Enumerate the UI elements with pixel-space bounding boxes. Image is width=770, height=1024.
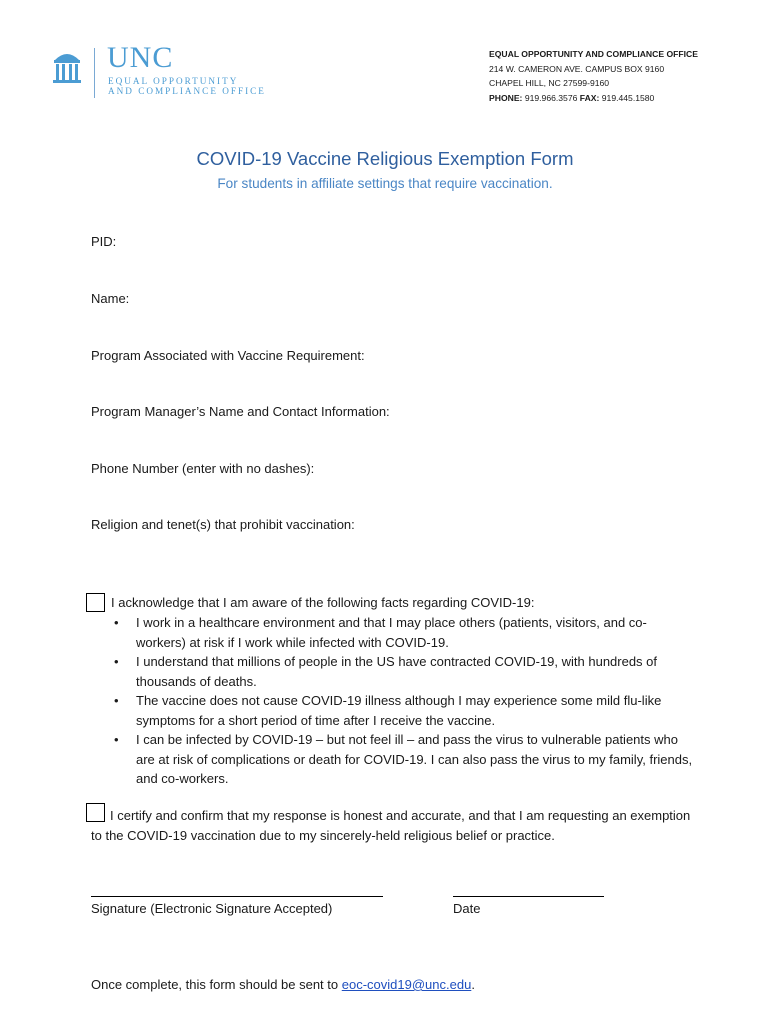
signature-label: Signature (Electronic Signature Accepted) xyxy=(91,901,333,916)
date-line[interactable] xyxy=(453,896,604,897)
email-link[interactable]: eoc-covid19@unc.edu xyxy=(341,977,472,992)
list-item: • I can be infected by COVID-19 – but not feel ill – and pass the virus to vulnerable patients who are at risk of complications or death for COVID-19. I can also pass the virus to my family, friends, and co-workers. xyxy=(136,730,696,789)
acknowledge-checkbox[interactable] xyxy=(86,593,105,612)
religion-field-label: Religion and tenet(s) that prohibit vaccination: xyxy=(91,517,355,532)
pid-field-label: PID: xyxy=(91,234,117,249)
office-address-line1: 214 W. CAMERON AVE. CAMPUS BOX 9160 xyxy=(489,63,665,74)
covid-facts-list xyxy=(136,613,696,789)
logo-divider xyxy=(94,48,95,98)
submission-instructions: Once complete, this form should be sent to eoc-covid19@unc.edu. xyxy=(91,977,475,992)
signature-line[interactable] xyxy=(91,896,383,897)
logo-wordmark: UNC xyxy=(107,41,174,74)
list-item: • I work in a healthcare environment and that I may place others (patients, visitors, and co-workers) at risk if I work while infected with COVID-19. xyxy=(136,613,696,652)
office-phone: 919.966.3576 xyxy=(524,92,578,103)
certify-label: I certify and confirm that my response is honest and accurate, and that I am requesting an exemption to the COVID-19 vaccination due to my sincerely-held religious belief or practice. xyxy=(91,808,691,843)
acknowledge-label: I acknowledge that I am aware of the following facts regarding COVID-19: xyxy=(111,595,535,610)
phone-field-label: Phone Number (enter with no dashes): xyxy=(91,461,315,476)
office-contact: PHONE: 919.966.3576 FAX: 919.445.1580 xyxy=(489,92,655,103)
form-subtitle: For students in affiliate settings that require vaccination. xyxy=(217,176,553,191)
logo-subtitle: EQUAL OPPORTUNITY AND COMPLIANCE OFFICE xyxy=(108,76,266,96)
name-field-label: Name: xyxy=(91,291,130,306)
office-name: EQUAL OPPORTUNITY AND COMPLIANCE OFFICE xyxy=(489,49,698,59)
form-title: COVID-19 Vaccine Religious Exemption Form xyxy=(196,148,574,169)
manager-field-label: Program Manager’s Name and Contact Information: xyxy=(91,404,390,419)
office-address-block xyxy=(489,47,698,105)
program-field-label: Program Associated with Vaccine Requirement: xyxy=(91,348,365,363)
unc-logo xyxy=(52,41,282,100)
date-label: Date xyxy=(453,901,481,916)
office-address-line2: CHAPEL HILL, NC 27599-9160 xyxy=(489,78,610,88)
list-item: • The vaccine does not cause COVID-19 illness although I may experience some mild flu-like symptoms for a short period of time after I receive the vaccine. xyxy=(136,691,696,730)
old-well-icon xyxy=(52,50,82,86)
office-fax: 919.445.1580 xyxy=(601,92,655,103)
list-item: • I understand that millions of people in the US have contracted COVID-19, with hundreds of thousands of deaths. xyxy=(136,652,696,691)
